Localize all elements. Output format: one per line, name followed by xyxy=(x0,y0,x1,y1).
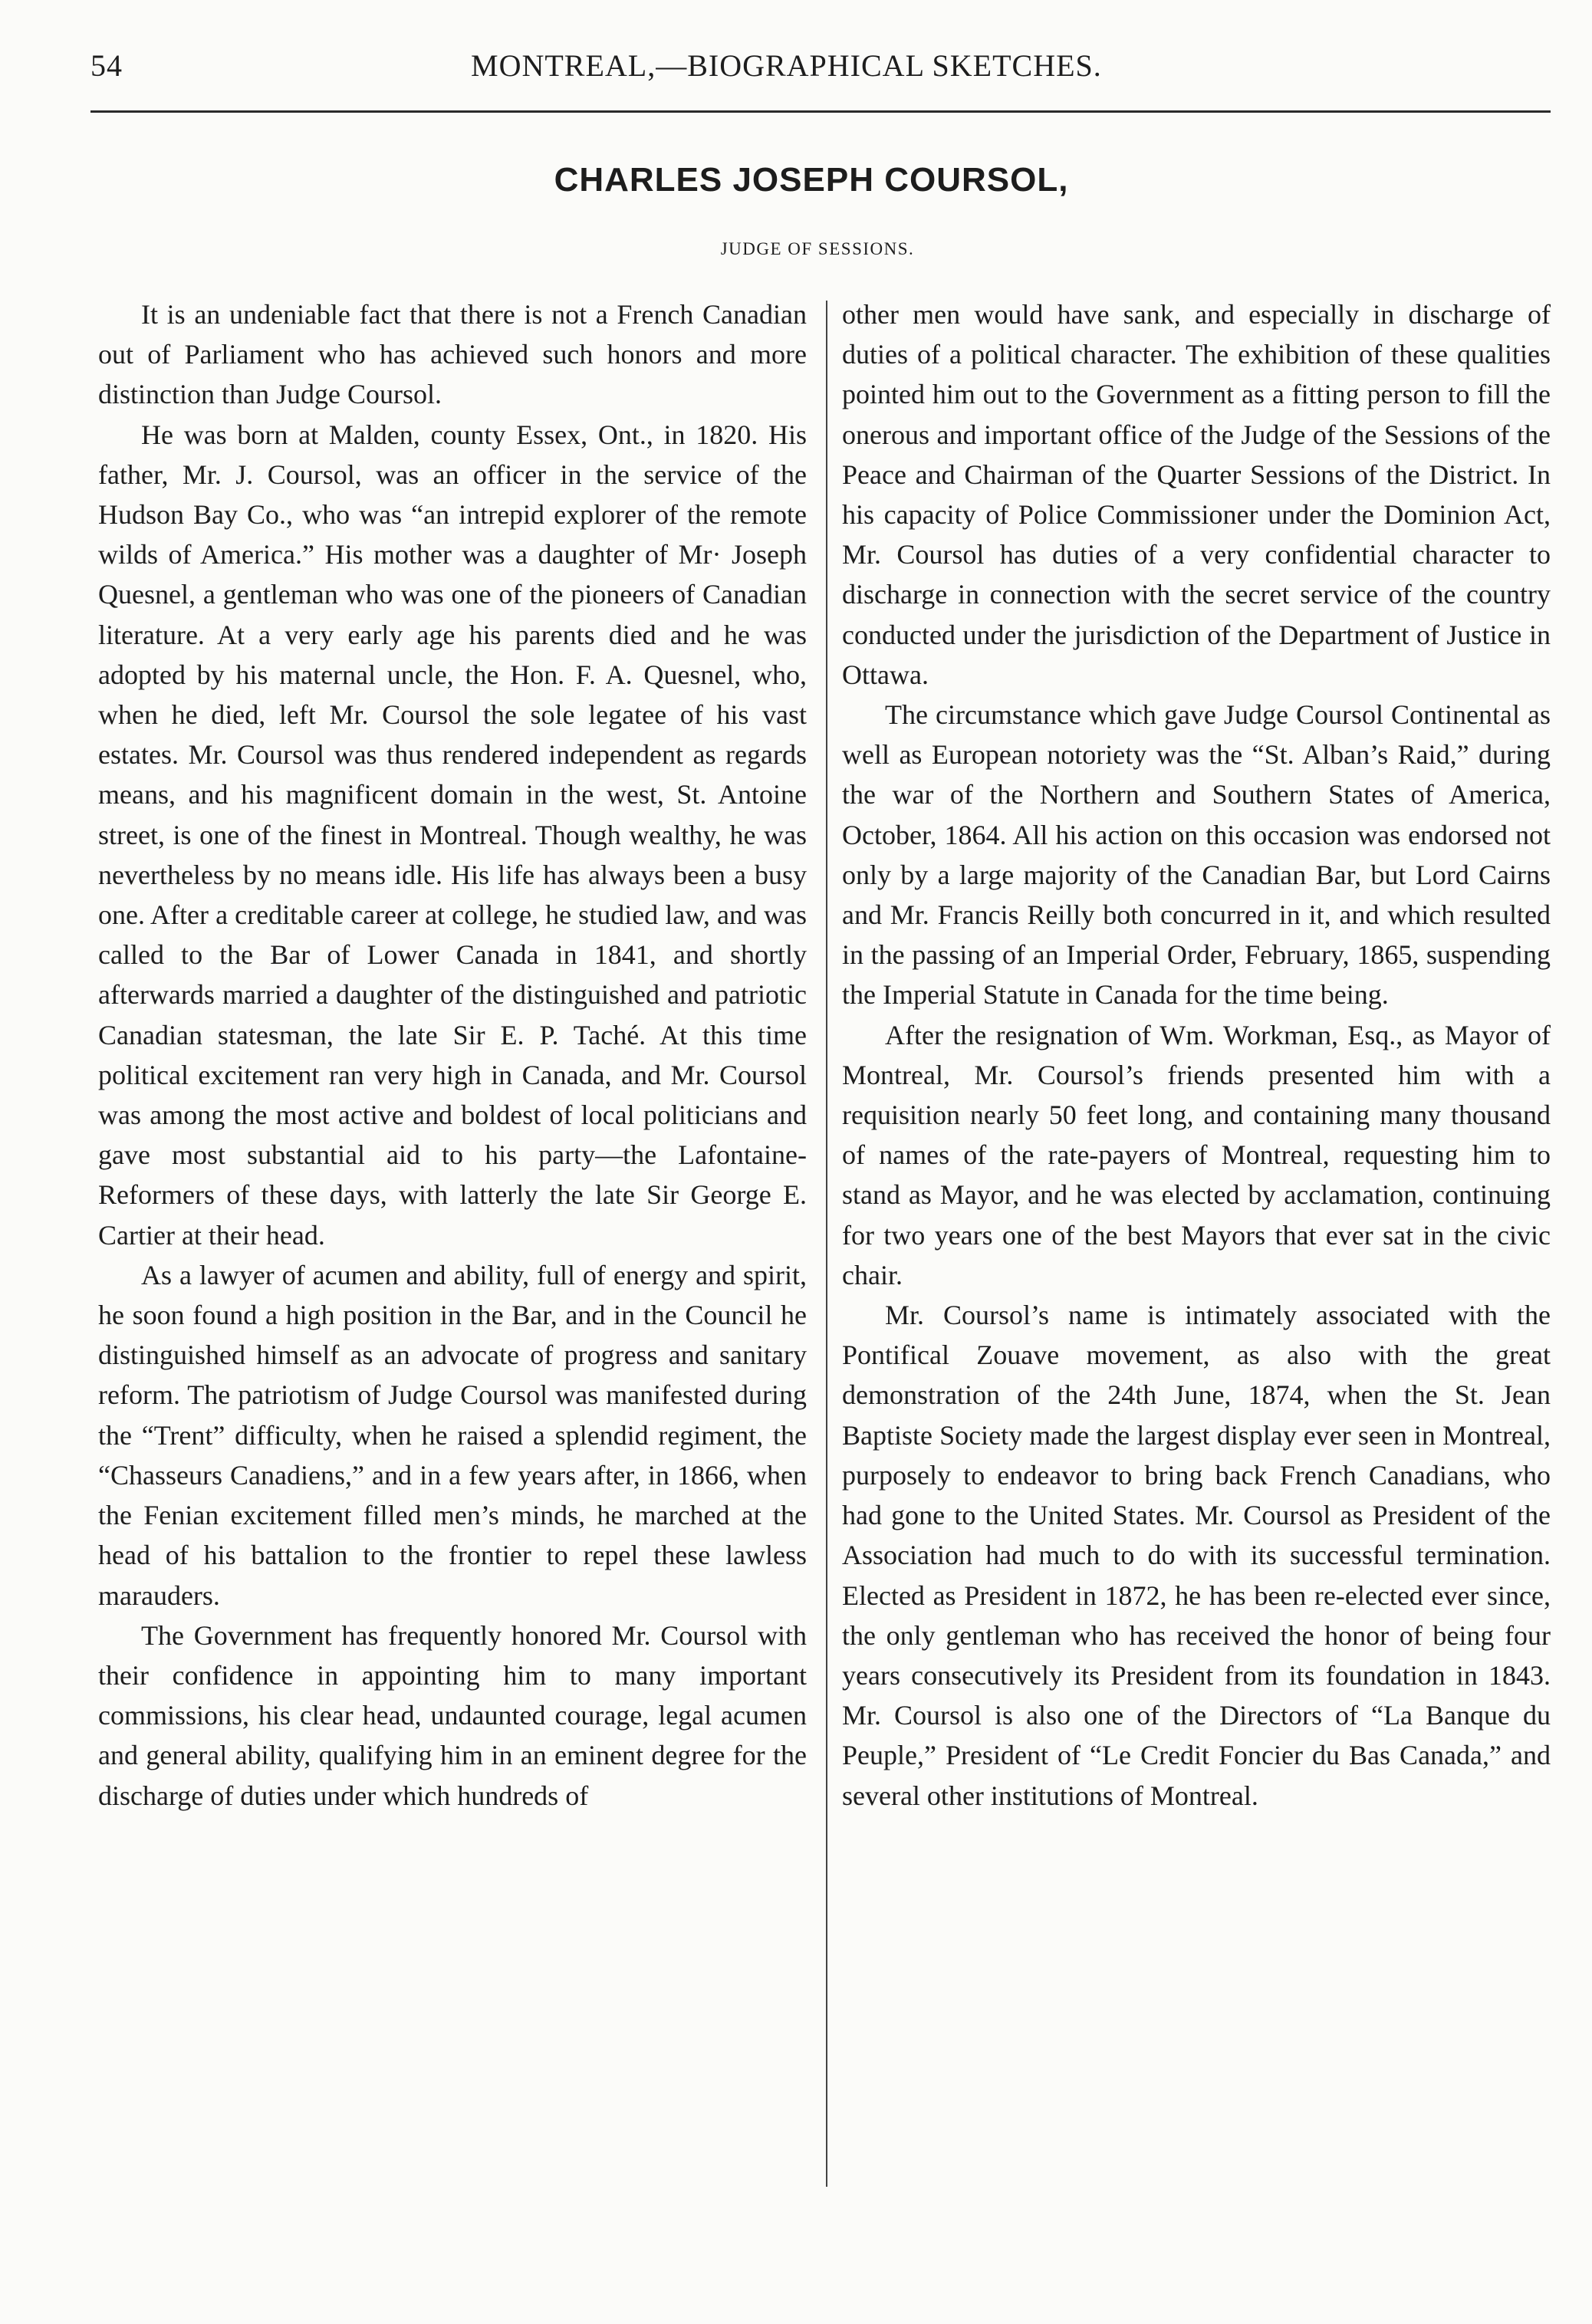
page-number: 54 xyxy=(90,48,123,83)
paragraph: As a lawyer of acumen and ability, full of energy and spirit, he soon found a high position in the Bar, and in the Council he distinguished himself as an advocate of progress and sanitary reform. The patriotism of Judge Coursol was manifested during the “Trent” difficulty, when he raised a splendid regiment, the “Chasseurs Canadiens,” and in a few years after, in 1866, when the Fenian excitement filled men’s minds, he marched at the head of his battalion to the frontier to repel these lawless marauders. xyxy=(98,1259,807,1611)
header-rule xyxy=(90,110,1551,113)
article-title: CHARLES JOSEPH COURSOL, xyxy=(554,161,1069,199)
paragraph: Mr. Coursol’s name is intimately associated with the Pontifical Zouave movement, as also with the great demonstration of the 24th June, 1874, when the St. Jean Baptiste Society made the largest display ever seen in Montreal, purposely to endeavor to bring back French Canadians, who had gone to the United States. Mr. Coursol as President of the Association had much to do with its successful termination. Elected as President in 1872, he has been re-elected ever since, the only gentleman who has received the honor of being four years consecutively its President from its foundation in 1843. Mr. Coursol is also one of the Directors of “La Banque du Peuple,” President of “Le Credit Foncier du Bas Canada,” and several other institutions of Montreal. xyxy=(842,1300,1551,1811)
paragraph: It is an undeniable fact that there is not a French Canadian out of Parliament who has achieved such honors and more distinction than Judge Coursol. xyxy=(98,299,807,410)
running-title: MONTREAL,—BIOGRAPHICAL SKETCHES. xyxy=(471,48,1102,83)
paragraph: He was born at Malden, county Essex, Ont., in 1820. His father, Mr. J. Coursol, was an officer in the service of the Hudson Bay Co., who was “an intrepid explorer of the remote wilds of America.” His mother was a daughter of Mr· Joseph Quesnel, a gentleman who was one of the pioneers of Canadian literature. At a very early age his parents died and he was adopted by his maternal uncle, the Hon. F. A. Quesnel, who, when he died, left Mr. Coursol the sole legatee of his vast estates. Mr. Coursol was thus rendered independent as regards means, and his magnificent domain in the west, St. Antoine street, is one of the finest in Montreal. Though wealthy, he was nevertheless by no means idle. His life has always been a busy one. After a creditable career at college, he studied law, and was called to the Bar of Lower Canada in 1841, and shortly afterwards married a daughter of the distinguished and patriotic Canadian statesman, the late Sir E. P. Taché. At this time political excitement ran very high in Canada, and Mr. Coursol was among the most active and boldest of local politicians and gave most substantial aid to his party—the Lafontaine-Reformers of these days, with latterly the late Sir George E. Cartier at their head. xyxy=(98,419,807,1251)
paragraph: other men would have sank, and especially in discharge of duties of a political character. The exhibition of these qualities pointed him out to the Government as a fitting person to fill the onerous and important office of the Judge of the Sessions of the Peace and Chairman of the Quarter Sessions of the District. In his capacity of Police Commissioner under the Dominion Act, Mr. Coursol has duties of a very confidential character to discharge in connection with the secret service of the country conducted under the jurisdiction of the Department of Justice in Ottawa. xyxy=(842,299,1551,690)
column-divider xyxy=(826,301,827,2187)
right-column xyxy=(842,294,1551,2181)
article-subtitle: JUDGE OF SESSIONS. xyxy=(720,239,915,258)
left-column xyxy=(98,294,807,2181)
paragraph: The Government has frequently honored Mr. Coursol with their confidence in appointing him to many important commissions, his clear head, undaunted courage, legal acumen and general ability, qualifying him in an eminent degree for the discharge of duties under which hundreds of xyxy=(98,1619,807,1811)
running-head xyxy=(90,48,1548,94)
paragraph: The circumstance which gave Judge Coursol Continental as well as European notoriety was the “St. Alban’s Raid,” during the war of the Northern and Southern States of America, October, 1864. All his action on this occasion was endorsed not only by a large majority of the Canadian Bar, but Lord Cairns and Mr. Francis Reilly both concurred in it, and which resulted in the passing of an Imperial Order, February, 1865, suspending the Imperial Statute in Canada for the time being. xyxy=(842,699,1551,1011)
paragraph: After the resignation of Wm. Workman, Esq., as Mayor of Montreal, Mr. Coursol’s friends presented him with a requisition nearly 50 feet long, and containing many thousand of names of the rate-payers of Montreal, requesting him to stand as Mayor, and he was elected by acclamation, continuing for two years one of the best Mayors that ever sat in the civic chair. xyxy=(842,1019,1551,1290)
